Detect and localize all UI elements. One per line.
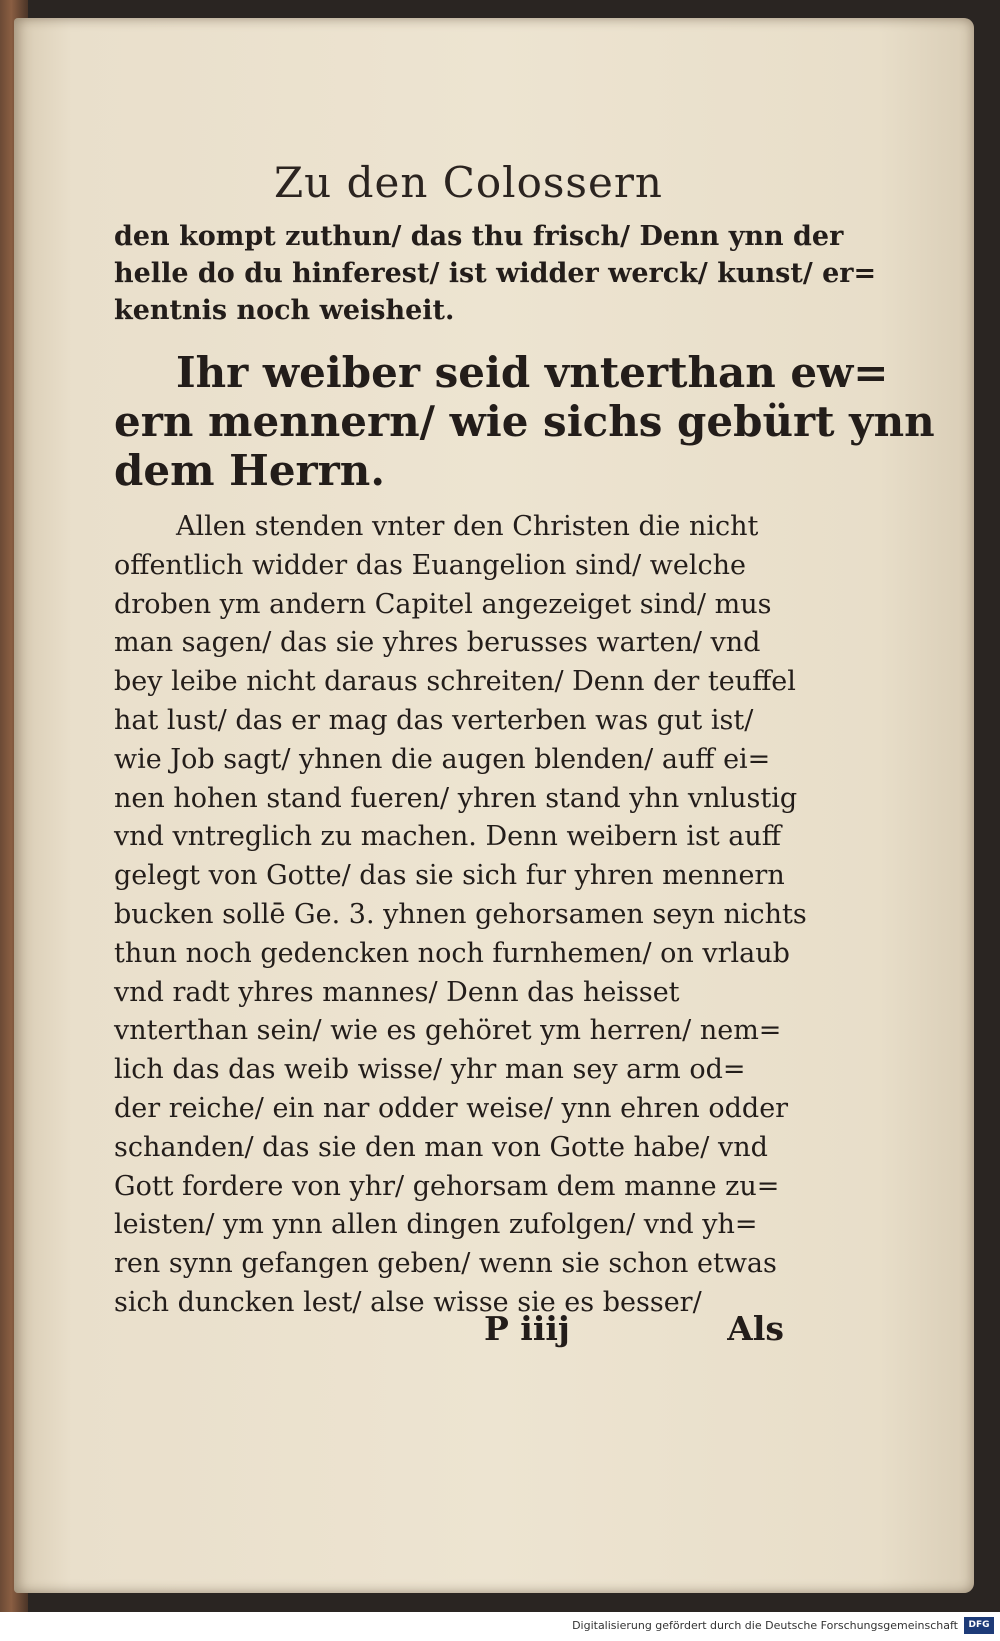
- signature-mark: P iiij: [484, 1309, 570, 1348]
- text-line: offentlich widder das Euangelion sind/ welche: [114, 549, 747, 581]
- text-line: thun noch gedencken noch furnhemen/ on vrlaub: [114, 937, 790, 969]
- text-line: man sagen/ das sie yhres berusses warten/ vnd: [114, 627, 761, 659]
- text-line: vnterthan sein/ wie es gehöret ym herren/ nem=: [114, 1015, 782, 1047]
- text-line: Gott fordere von yhr/ gehorsam dem manne zu=: [114, 1170, 780, 1202]
- running-head: Zu den Colossern: [274, 158, 663, 207]
- book-page: [14, 18, 974, 1593]
- page-signature-row: [484, 1309, 784, 1349]
- text-line: kentnis noch weisheit.: [114, 295, 455, 326]
- heading-line: ern mennern/ wie sichs gebürt ynn: [114, 397, 935, 446]
- dfg-logo: DFG: [964, 1617, 994, 1634]
- text-line: nen hohen stand fueren/ yhren stand yhn vnlustig: [114, 782, 798, 814]
- text-line: droben ym andern Capitel angezeiget sind/ mus: [114, 588, 772, 620]
- text-line: helle do du hinferest/ ist widder werck/ kunst/ er=: [114, 258, 877, 289]
- text-line: gelegt von Gotte/ das sie sich fur yhren mennern: [114, 860, 785, 892]
- heading-line: dem Herrn.: [114, 446, 385, 495]
- heading-line: Ihr weiber seid vnterthan ew=: [176, 348, 889, 397]
- text-line: der reiche/ ein nar odder weise/ ynn ehren odder: [114, 1092, 789, 1124]
- section-heading: [114, 348, 935, 495]
- intro-paragraph: [114, 218, 877, 329]
- text-line: wie Job sagt/ yhnen die augen blenden/ auff ei=: [114, 743, 771, 775]
- text-line: vnd radt yhres mannes/ Denn das heisset: [114, 976, 680, 1008]
- digitization-footer: [0, 1612, 1000, 1641]
- text-line: bey leibe nicht daraus schreiten/ Denn der teuffel: [114, 666, 796, 698]
- text-line: leisten/ ym ynn allen dingen zufolgen/ vnd yh=: [114, 1209, 758, 1241]
- text-line: lich das das weib wisse/ yhr man sey arm od=: [114, 1054, 746, 1086]
- text-line: vnd vntreglich zu machen. Denn weibern ist auff: [114, 821, 781, 853]
- body-paragraph: [114, 508, 807, 1323]
- text-line: bucken sollē Ge. 3. yhnen gehorsamen seyn nichts: [114, 898, 807, 930]
- text-line: Allen stenden vnter den Christen die nicht: [176, 511, 759, 542]
- text-line: hat lust/ das er mag das verterben was gut ist/: [114, 704, 754, 736]
- text-line: sich duncken lest/ alse wisse sie es besser/: [114, 1286, 702, 1318]
- text-line: schanden/ das sie den man von Gotte habe/ vnd: [114, 1131, 768, 1163]
- text-line: ren synn gefangen geben/ wenn sie schon etwas: [114, 1248, 777, 1280]
- funding-credit: Digitalisierung gefördert durch die Deutsche Forschungsgemeinschaft: [572, 1619, 958, 1632]
- text-line: den kompt zuthun/ das thu frisch/ Denn ynn der: [114, 221, 844, 252]
- catchword: Als: [727, 1309, 784, 1348]
